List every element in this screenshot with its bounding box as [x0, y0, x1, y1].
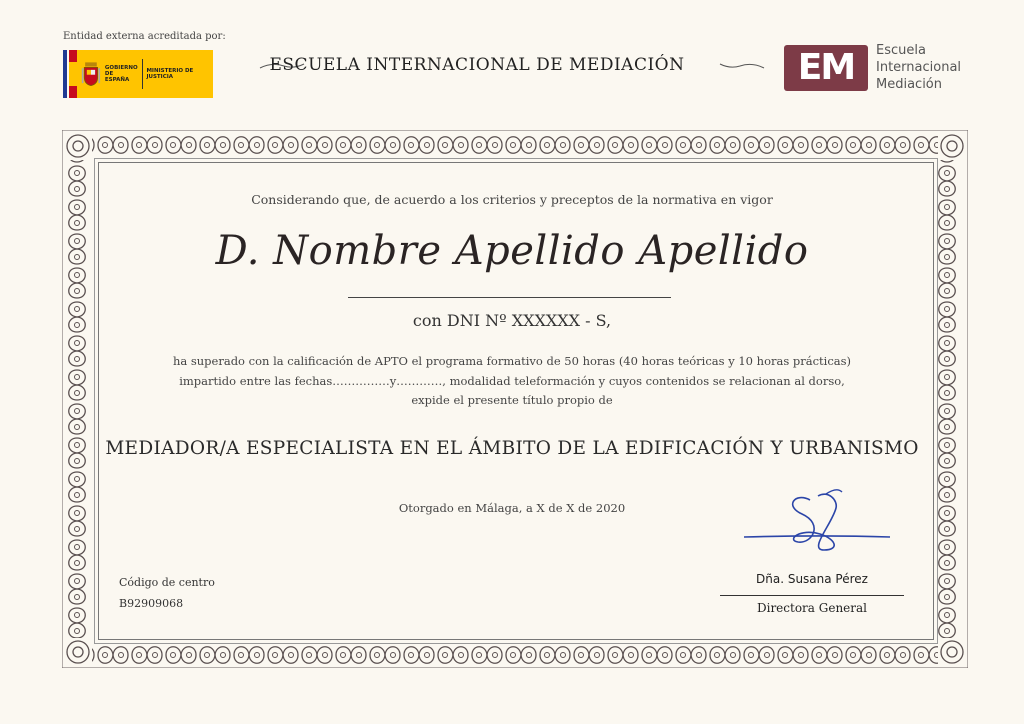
accreditation-label: Entidad externa acreditada por:: [63, 31, 226, 42]
header-swirl-right-icon: [718, 60, 766, 72]
ministry-label: MINISTERIO DE JUSTICIA: [146, 67, 194, 80]
dni-text: con DNI Nº XXXXXX - S,: [412, 311, 612, 330]
intro-text: Considerando que, de acuerdo a los criterios y preceptos de la normativa en vigor: [251, 192, 773, 207]
center-code-value: B92909068: [119, 597, 184, 610]
em-logo-mark: EM: [784, 45, 868, 91]
recipient-name: D. Nombre Apellido Apellido: [215, 228, 809, 274]
center-code-label: Código de centro: [119, 576, 215, 589]
body-line-2: impartido entre las fechas……………y…………, modalidad teleformación y cuyos contenidos se relacionan al dorso,: [179, 373, 845, 388]
em-logo: [784, 42, 961, 93]
signature-icon: [740, 484, 900, 564]
certificate-body: [0, 352, 1024, 411]
issued-date: Otorgado en Málaga, a X de X de 2020: [398, 501, 626, 515]
degree-title: MEDIADOR/A ESPECIALISTA EN EL ÁMBITO DE LA EDIFICACIÓN Y URBANISMO: [105, 438, 919, 459]
logo-line-2: Internacional: [876, 60, 962, 75]
body-line-3: expide el presente título propio de: [411, 393, 613, 407]
signature-line: [720, 595, 904, 596]
name-underline: [348, 297, 671, 298]
logo-line-3: Mediación: [876, 77, 942, 92]
body-line-1: ha superado con la calificación de APTO el programa formativo de 50 horas (40 horas teóricas y 10 horas prácticas): [172, 354, 852, 368]
signer-name: Dña. Susana Pérez: [756, 572, 868, 586]
signer-role: Directora General: [756, 601, 867, 615]
school-title: ESCUELA INTERNACIONAL DE MEDIACIÓN: [269, 55, 685, 75]
gov-label: GOBIERNO DE ESPAÑA: [104, 64, 138, 84]
logo-line-1: Escuela: [876, 43, 926, 58]
